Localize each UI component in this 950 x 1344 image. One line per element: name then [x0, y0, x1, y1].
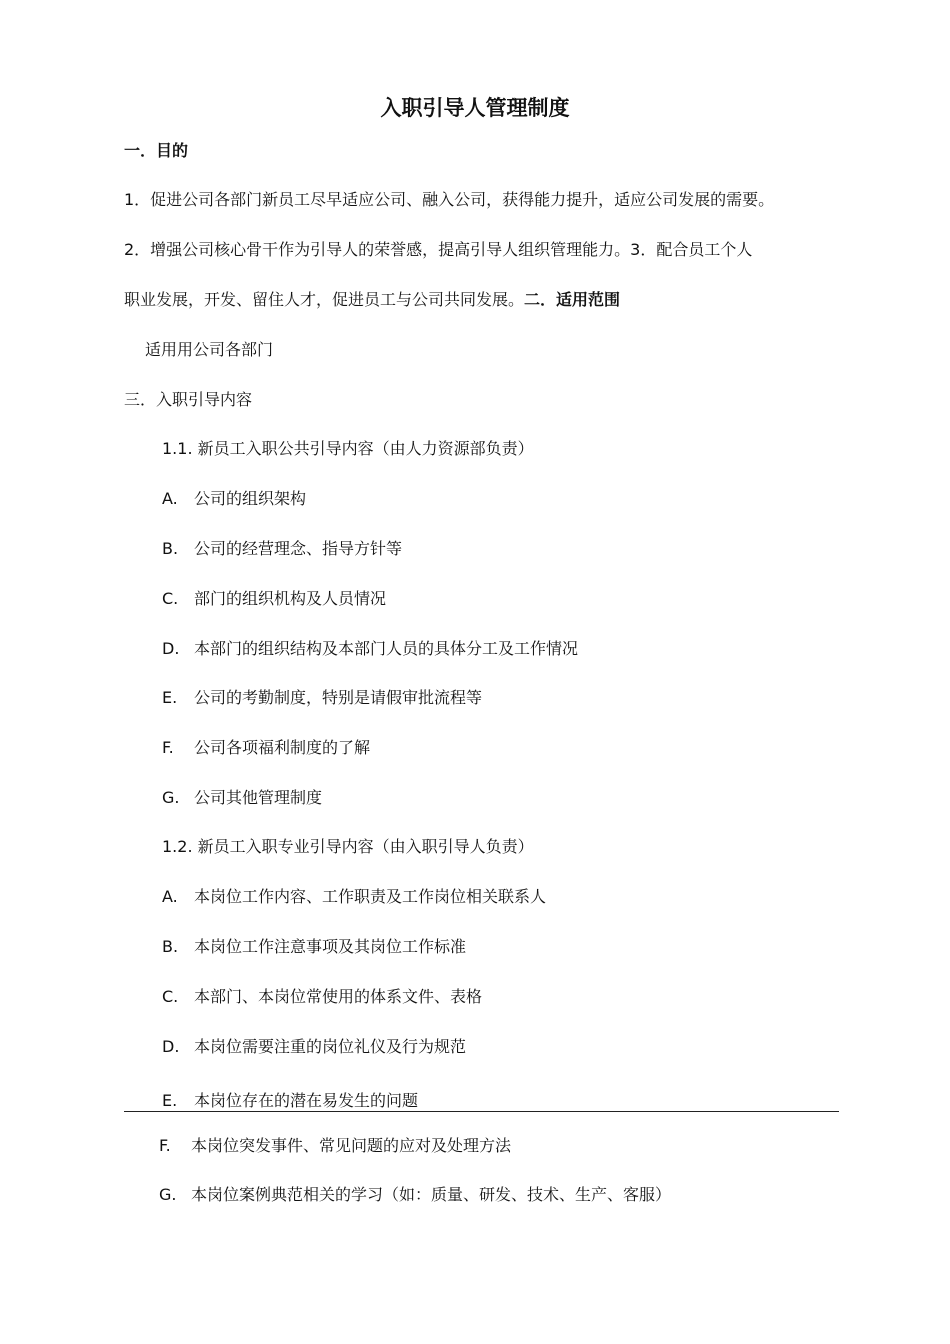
list-marker: A. — [162, 489, 178, 508]
list-marker: E. — [162, 1091, 178, 1110]
list-marker: G. — [159, 1185, 177, 1204]
list-item-text: 公司的考勤制度，特别是请假审批流程等 — [194, 688, 483, 707]
list-marker: A. — [162, 887, 178, 906]
list-item-text: 部门的组织机构及人员情况 — [194, 589, 387, 608]
list-item — [162, 687, 482, 709]
list-item — [159, 1184, 671, 1206]
list-marker: C. — [162, 987, 179, 1006]
subsection-1-2: 1.2. 新员工入职专业引导内容（由入职引导人负责） — [162, 837, 534, 856]
list-marker: B. — [162, 937, 179, 956]
list-item — [162, 638, 578, 660]
list-item — [162, 1036, 466, 1058]
list-item — [162, 1090, 418, 1112]
subsection-1-1: 1.1. 新员工入职公共引导内容（由人力资源部负责） — [162, 439, 534, 458]
list-item — [159, 1135, 511, 1157]
list-item-text: 本岗位突发事件、常见问题的应对及处理方法 — [191, 1136, 512, 1155]
list-marker: D. — [162, 639, 180, 658]
list-item-text: 本岗位工作内容、工作职责及工作岗位相关联系人 — [194, 887, 547, 906]
list-marker: E. — [162, 688, 178, 707]
list-marker: D. — [162, 1037, 180, 1056]
list-marker: G. — [162, 788, 180, 807]
list-item-text: 公司的组织架构 — [194, 489, 307, 508]
list-item — [162, 886, 546, 908]
section-heading-content: 三．入职引导内容 — [124, 390, 253, 409]
paragraph-3-text: 职业发展，开发、留住人才，促进员工与公司共同发展。 — [124, 290, 525, 309]
list-item-text: 本部门的组织结构及本部门人员的具体分工及工作情况 — [194, 639, 579, 658]
list-marker: C. — [162, 589, 179, 608]
list-item — [162, 488, 306, 510]
page-divider — [124, 1111, 839, 1112]
section-heading-purpose: 一．目的 — [124, 141, 189, 160]
list-item — [162, 787, 322, 809]
list-marker: F. — [162, 738, 174, 757]
list-item-text: 本岗位存在的潜在易发生的问题 — [194, 1091, 419, 1110]
list-item-text: 本岗位案例典范相关的学习（如：质量、研发、技术、生产、客服） — [191, 1185, 672, 1204]
list-item-text: 公司其他管理制度 — [194, 788, 323, 807]
list-item — [162, 588, 386, 610]
list-marker: F. — [159, 1136, 171, 1155]
list-item — [162, 986, 482, 1008]
document-title: 入职引导人管理制度 — [380, 96, 570, 120]
list-item — [162, 936, 466, 958]
paragraph-2: 2．增强公司核心骨干作为引导人的荣誉感，提高引导人组织管理能力。3．配合员工个人 — [124, 240, 753, 259]
scope-body: 适用用公司各部门 — [145, 340, 274, 359]
paragraph-3 — [124, 289, 620, 311]
list-item-text: 本岗位工作注意事项及其岗位工作标准 — [194, 937, 467, 956]
list-item-text: 本部门、本岗位常使用的体系文件、表格 — [194, 987, 483, 1006]
section-heading-scope: 二．适用范围 — [524, 290, 621, 309]
list-item-text: 本岗位需要注重的岗位礼仪及行为规范 — [194, 1037, 467, 1056]
paragraph-1: 1．促进公司各部门新员工尽早适应公司、融入公司，获得能力提升，适应公司发展的需要。 — [124, 190, 775, 209]
list-item — [162, 737, 370, 759]
list-item-text: 公司各项福利制度的了解 — [194, 738, 371, 757]
list-marker: B. — [162, 539, 179, 558]
list-item — [162, 538, 402, 560]
list-item-text: 公司的经营理念、指导方针等 — [194, 539, 403, 558]
